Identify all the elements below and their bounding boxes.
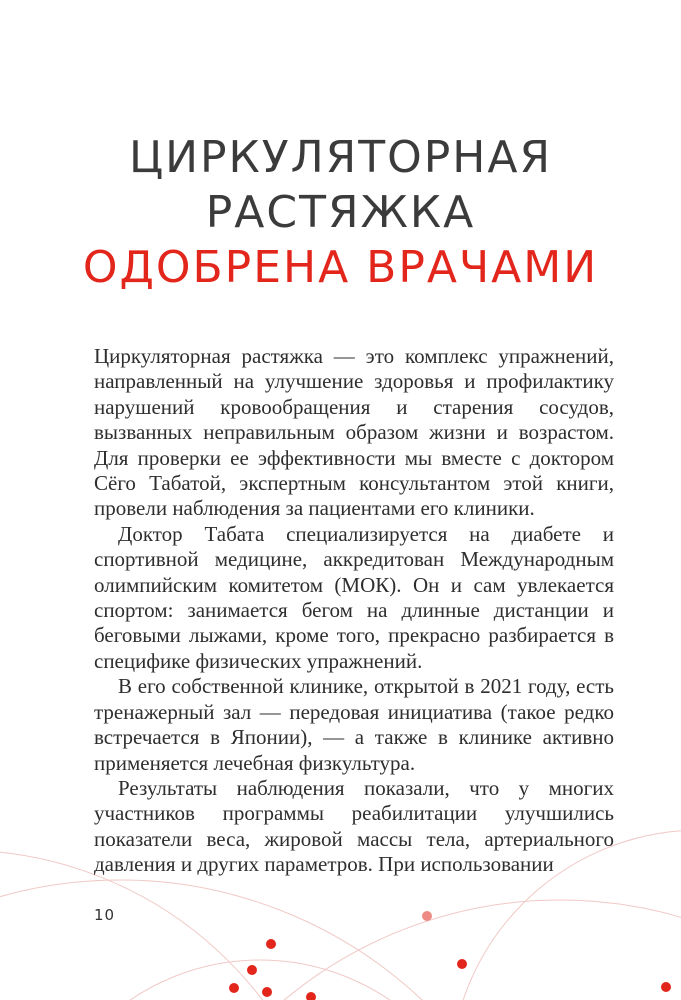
paragraph-4: Результаты наблюдения показали, что у многих участников программы реабилитации улучшились показатели веса, жировой массы тела, артериального давления и других параметров. При использовании [94, 775, 614, 877]
decor-dot [306, 992, 316, 1000]
decor-dot [247, 965, 257, 975]
decor-dot [229, 983, 239, 993]
decor-dot [266, 939, 276, 949]
decor-dot [262, 987, 272, 997]
decor-dot [661, 982, 671, 992]
page-number: 10 [94, 906, 116, 924]
heading-line-3-accent: ОДОБРЕНА ВРАЧАМИ [82, 242, 599, 293]
decor-dot [422, 911, 432, 921]
heading-line-2: РАСТЯЖКА [205, 187, 476, 238]
body-text [94, 344, 614, 878]
paragraph-2: Доктор Табата специализируется на диабете и спортивной медицине, аккредитован Международным олимпийским комитетом (МОК). Он и сам увлекается спортом: занимается бегом на длинные дистанции и беговыми лыжами, кроме того, прекрасно разбирается в специфике физических упражнений. [94, 521, 614, 673]
heading-line-1: ЦИРКУЛЯТОРНАЯ [128, 132, 553, 183]
decor-dot [457, 959, 467, 969]
chapter-heading [0, 130, 681, 295]
paragraph-3: В его собственной клинике, открытой в 2021 году, есть тренажерный зал — передовая инициатива (такое редко встречается в Японии), — а также в клинике активно применяется лечебная физкультура. [94, 674, 614, 775]
paragraph-1: Циркуляторная растяжка — это комплекс упражнений, направленный на улучшение здоровья и профилактику нарушений кровообращения и старения сосудов, вызванных неправильным образом жизни и возрастом. Для проверки ее эффективности мы вместе с доктором Сёго Табатой, экспертным консультантом этой книги, провели наблюдения за пациентами его клиники. [94, 344, 614, 521]
